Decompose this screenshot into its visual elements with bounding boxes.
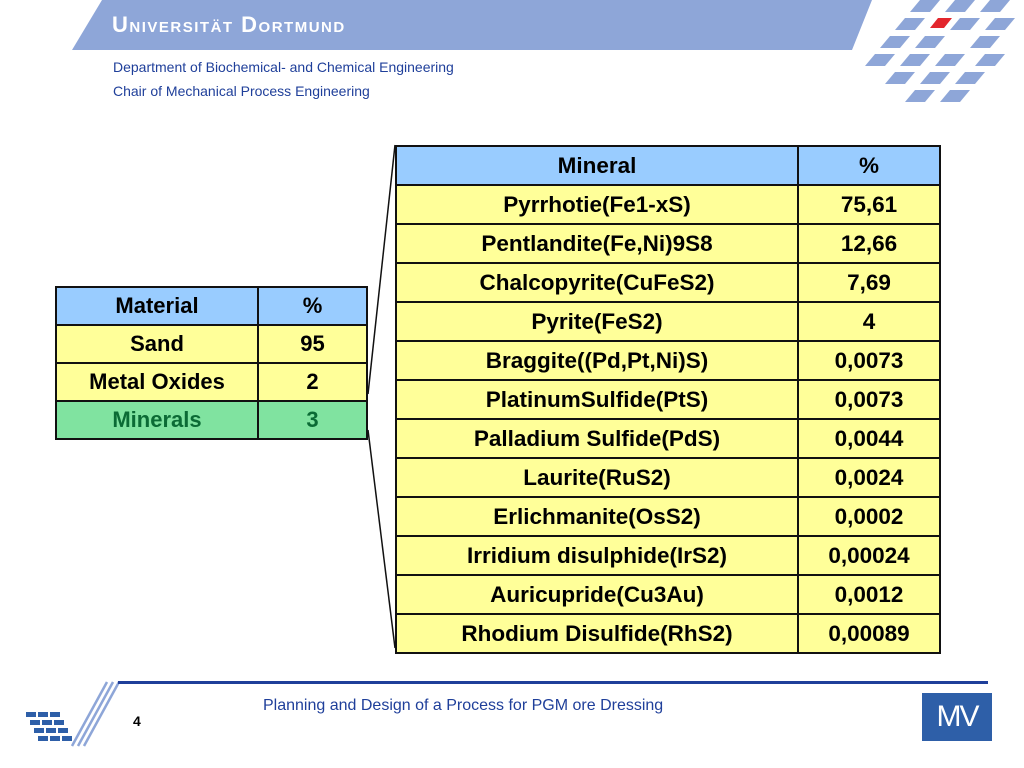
mineral-name: Pentlandite(Fe,Ni)9S8 xyxy=(396,224,798,263)
table-row xyxy=(396,614,940,653)
mineral-percent: 0,00024 xyxy=(798,536,940,575)
table-row xyxy=(396,458,940,497)
mv-logo: MV xyxy=(922,693,992,741)
footer-title: Planning and Design of a Process for PGM ore Dressing xyxy=(263,697,664,714)
footer-divider xyxy=(118,681,988,684)
column-header-material: Material xyxy=(56,287,258,325)
table-row-highlighted xyxy=(56,401,367,439)
mineral-table xyxy=(395,145,941,654)
mineral-name: Palladium Sulfide(PdS) xyxy=(396,419,798,458)
mineral-percent: 4 xyxy=(798,302,940,341)
mineral-name: Laurite(RuS2) xyxy=(396,458,798,497)
column-header-percent: % xyxy=(258,287,367,325)
mineral-name: Irridium disulphide(IrS2) xyxy=(396,536,798,575)
table-header-row xyxy=(56,287,367,325)
page-number: 4 xyxy=(133,713,141,729)
mineral-percent: 0,00089 xyxy=(798,614,940,653)
mineral-percent: 7,69 xyxy=(798,263,940,302)
material-name: Sand xyxy=(56,325,258,363)
column-header-mineral: Mineral xyxy=(396,146,798,185)
table-row xyxy=(396,185,940,224)
material-table xyxy=(55,286,368,440)
table-row xyxy=(396,263,940,302)
mineral-percent: 75,61 xyxy=(798,185,940,224)
mineral-name: Pyrite(FeS2) xyxy=(396,302,798,341)
mineral-percent: 0,0012 xyxy=(798,575,940,614)
chair-name: Chair of Mechanical Process Engineering xyxy=(113,83,370,99)
mineral-percent: 0,0044 xyxy=(798,419,940,458)
mineral-percent: 12,66 xyxy=(798,224,940,263)
department-name: Department of Biochemical- and Chemical Engineering xyxy=(113,59,454,75)
mineral-name: Auricupride(Cu3Au) xyxy=(396,575,798,614)
table-row xyxy=(396,419,940,458)
table-row xyxy=(56,325,367,363)
material-percent: 95 xyxy=(258,325,367,363)
table-row xyxy=(396,341,940,380)
mineral-name: Pyrrhotie(Fe1-xS) xyxy=(396,185,798,224)
table-row xyxy=(396,536,940,575)
bottom-stripe-logo-icon xyxy=(22,680,132,750)
mineral-percent: 0,0024 xyxy=(798,458,940,497)
mineral-percent: 0,0002 xyxy=(798,497,940,536)
mineral-name: PlatinumSulfide(PtS) xyxy=(396,380,798,419)
table-row xyxy=(396,497,940,536)
mineral-percent: 0,0073 xyxy=(798,341,940,380)
mineral-name: Chalcopyrite(CuFeS2) xyxy=(396,263,798,302)
mineral-name: Rhodium Disulfide(RhS2) xyxy=(396,614,798,653)
mineral-name: Erlichmanite(OsS2) xyxy=(396,497,798,536)
column-header-percent: % xyxy=(798,146,940,185)
table-header-row xyxy=(396,146,940,185)
mineral-name: Braggite((Pd,Pt,Ni)S) xyxy=(396,341,798,380)
material-name: Metal Oxides xyxy=(56,363,258,401)
table-row xyxy=(396,575,940,614)
material-percent: 3 xyxy=(258,401,367,439)
table-row xyxy=(396,380,940,419)
material-percent: 2 xyxy=(258,363,367,401)
table-row xyxy=(56,363,367,401)
mineral-percent: 0,0073 xyxy=(798,380,940,419)
material-name: Minerals xyxy=(56,401,258,439)
table-row xyxy=(396,302,940,341)
university-name: Universität Dortmund xyxy=(112,12,346,37)
table-row xyxy=(396,224,940,263)
